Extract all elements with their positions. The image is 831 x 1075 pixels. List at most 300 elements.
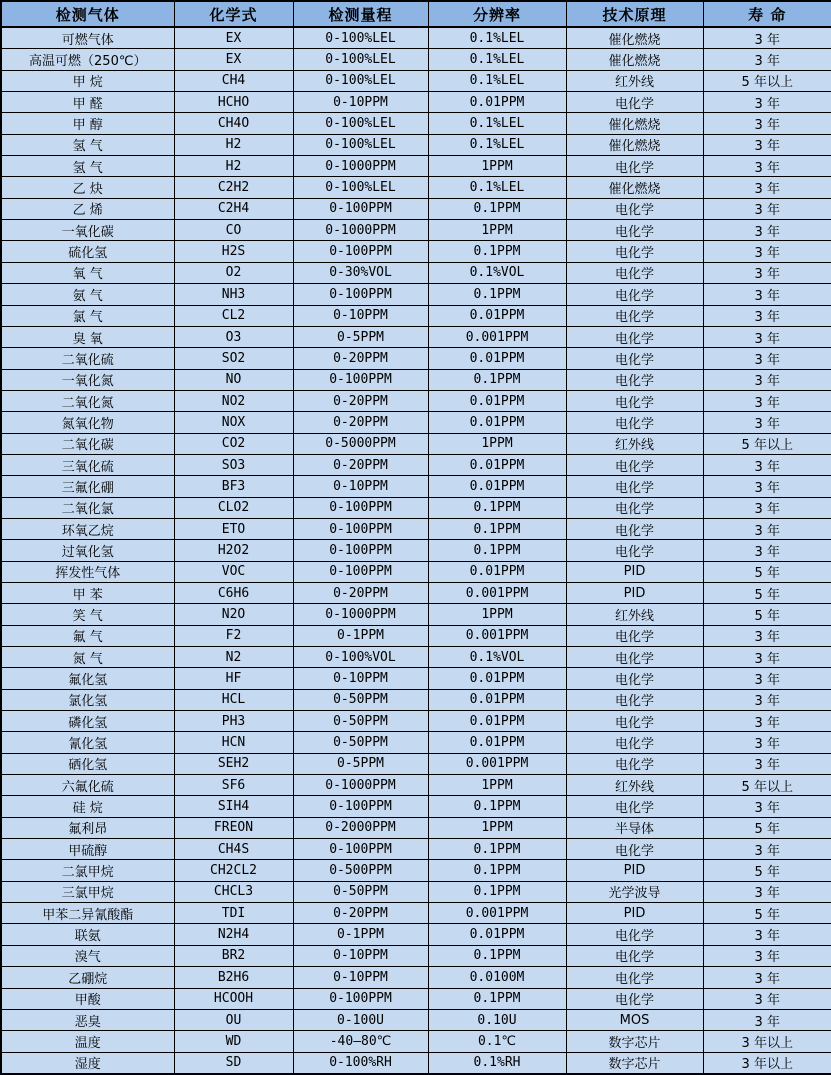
table-cell: 0.1%LEL [428, 49, 566, 70]
table-cell: 3 年 [703, 668, 831, 689]
table-cell: 0-5000PPM [293, 433, 428, 454]
table-row [1, 220, 831, 241]
table-cell: 0.1PPM [428, 988, 566, 1009]
table-cell: 0.01PPM [428, 390, 566, 411]
table-row [1, 839, 831, 860]
table-cell: 乙硼烷 [1, 967, 174, 988]
table-cell: OU [174, 1009, 293, 1030]
table-row [1, 689, 831, 710]
table-row [1, 625, 831, 646]
table-cell: 电化学 [566, 369, 703, 390]
table-row [1, 817, 831, 838]
table-cell: 电化学 [566, 497, 703, 518]
table-cell: 3 年 [703, 369, 831, 390]
table-cell: B2H6 [174, 967, 293, 988]
table-cell: 3 年 [703, 945, 831, 966]
table-cell: ETO [174, 518, 293, 539]
table-cell: 电化学 [566, 796, 703, 817]
table-cell: N2O [174, 604, 293, 625]
table-cell: C6H6 [174, 582, 293, 603]
table-cell: 环氧乙烷 [1, 518, 174, 539]
column-header-4: 技术原理 [566, 1, 703, 27]
table-cell: 0-100PPM [293, 518, 428, 539]
table-cell: H2O2 [174, 540, 293, 561]
table-cell: 半导体 [566, 817, 703, 838]
table-cell: 红外线 [566, 604, 703, 625]
table-cell: 电化学 [566, 967, 703, 988]
table-row [1, 775, 831, 796]
table-cell: PID [566, 582, 703, 603]
table-cell: 氰化氢 [1, 732, 174, 753]
table-cell: 0-10PPM [293, 967, 428, 988]
table-cell: EX [174, 49, 293, 70]
table-cell: 0.1PPM [428, 839, 566, 860]
table-cell: 0.01PPM [428, 92, 566, 113]
table-cell: 0.01PPM [428, 476, 566, 497]
table-cell: 氟 气 [1, 625, 174, 646]
table-cell: HCL [174, 689, 293, 710]
table-row [1, 177, 831, 198]
table-cell: 电化学 [566, 412, 703, 433]
table-cell: 电化学 [566, 198, 703, 219]
column-header-0: 检测气体 [1, 1, 174, 27]
table-cell: 电化学 [566, 668, 703, 689]
table-cell: 5 年 [703, 561, 831, 582]
table-cell: 红外线 [566, 433, 703, 454]
table-cell: 数字芯片 [566, 1031, 703, 1052]
table-cell: 0.1PPM [428, 945, 566, 966]
table-cell: 0-1000PPM [293, 604, 428, 625]
table-cell: 催化燃烧 [566, 27, 703, 49]
table-cell: 3 年 [703, 476, 831, 497]
table-row [1, 348, 831, 369]
table-cell: 0.1%LEL [428, 113, 566, 134]
table-cell: 3 年 [703, 412, 831, 433]
table-cell: PID [566, 860, 703, 881]
table-cell: 3 年 [703, 262, 831, 283]
table-cell: 红外线 [566, 70, 703, 91]
table-cell: 氢 气 [1, 156, 174, 177]
table-cell: 0.01PPM [428, 412, 566, 433]
table-cell: CH4S [174, 839, 293, 860]
table-cell: 3 年 [703, 27, 831, 49]
table-cell: 0-20PPM [293, 454, 428, 475]
table-cell: C2H4 [174, 198, 293, 219]
table-cell: 0.01PPM [428, 668, 566, 689]
table-row [1, 134, 831, 155]
table-cell: HCOOH [174, 988, 293, 1009]
table-cell: BR2 [174, 945, 293, 966]
table-cell: 1PPM [428, 775, 566, 796]
table-cell: 0.1%RH [428, 1052, 566, 1074]
table-cell: 催化燃烧 [566, 177, 703, 198]
table-cell: 1PPM [428, 156, 566, 177]
table-cell: 0-100PPM [293, 369, 428, 390]
table-cell: 二氧化碳 [1, 433, 174, 454]
table-cell: 挥发性气体 [1, 561, 174, 582]
table-cell: 0-1000PPM [293, 220, 428, 241]
table-cell: 0.001PPM [428, 326, 566, 347]
column-header-3: 分辨率 [428, 1, 566, 27]
table-cell: 电化学 [566, 625, 703, 646]
table-cell: SD [174, 1052, 293, 1074]
table-cell: 0.01PPM [428, 732, 566, 753]
table-cell: 一氧化氮 [1, 369, 174, 390]
table-cell: 湿度 [1, 1052, 174, 1074]
table-cell: 5 年 [703, 582, 831, 603]
table-row [1, 753, 831, 774]
table-cell: 0.1PPM [428, 241, 566, 262]
table-row [1, 540, 831, 561]
table-cell: 0.01PPM [428, 561, 566, 582]
table-cell: 0-100%RH [293, 1052, 428, 1074]
table-row [1, 369, 831, 390]
table-cell: PH3 [174, 711, 293, 732]
table-cell: 三氟化硼 [1, 476, 174, 497]
table-cell: CH2CL2 [174, 860, 293, 881]
table-cell: 0.1PPM [428, 198, 566, 219]
table-row [1, 70, 831, 91]
table-cell: 1PPM [428, 604, 566, 625]
table-cell: N2H4 [174, 924, 293, 945]
table-cell: 0-10PPM [293, 476, 428, 497]
table-cell: 3 年 [703, 177, 831, 198]
table-cell: 0-100U [293, 1009, 428, 1030]
table-cell: 0.10U [428, 1009, 566, 1030]
table-cell: 一氧化碳 [1, 220, 174, 241]
table-cell: 0-100PPM [293, 540, 428, 561]
table-cell: CO [174, 220, 293, 241]
table-cell: 氧 气 [1, 262, 174, 283]
table-cell: TDI [174, 903, 293, 924]
table-cell: HCHO [174, 92, 293, 113]
table-cell: 二氧化氮 [1, 390, 174, 411]
table-cell: 0.1PPM [428, 497, 566, 518]
table-cell: 催化燃烧 [566, 49, 703, 70]
table-cell: 0-100PPM [293, 284, 428, 305]
table-cell: 3 年 [703, 390, 831, 411]
table-row [1, 262, 831, 283]
table-cell: 3 年 [703, 241, 831, 262]
table-cell: 甲 苯 [1, 582, 174, 603]
table-cell: H2S [174, 241, 293, 262]
table-cell: 0.0100M [428, 967, 566, 988]
table-cell: 3 年 [703, 49, 831, 70]
table-cell: 光学波导 [566, 881, 703, 902]
table-cell: SO2 [174, 348, 293, 369]
table-cell: 电化学 [566, 924, 703, 945]
table-cell: 0.01PPM [428, 348, 566, 369]
table-cell: SIH4 [174, 796, 293, 817]
table-row [1, 390, 831, 411]
table-row [1, 1031, 831, 1052]
table-cell: 0.01PPM [428, 305, 566, 326]
table-cell: 溴气 [1, 945, 174, 966]
table-cell: 0-100PPM [293, 988, 428, 1009]
table-cell: NO [174, 369, 293, 390]
table-cell: 3 年 [703, 113, 831, 134]
table-cell: 过氧化氢 [1, 540, 174, 561]
table-cell: 电化学 [566, 326, 703, 347]
table-cell: VOC [174, 561, 293, 582]
table-cell: 0-20PPM [293, 582, 428, 603]
table-cell: 0-50PPM [293, 689, 428, 710]
table-cell: 氯 气 [1, 305, 174, 326]
table-cell: 3 年 [703, 134, 831, 155]
table-cell: N2 [174, 647, 293, 668]
table-cell: 联氨 [1, 924, 174, 945]
table-cell: CLO2 [174, 497, 293, 518]
table-cell: 六氟化硫 [1, 775, 174, 796]
table-cell: F2 [174, 625, 293, 646]
table-cell: SF6 [174, 775, 293, 796]
table-cell: 甲酸 [1, 988, 174, 1009]
table-cell: 1PPM [428, 433, 566, 454]
table-row [1, 92, 831, 113]
table-cell: 0.001PPM [428, 625, 566, 646]
table-cell: 0.1PPM [428, 518, 566, 539]
table-cell: 5 年以上 [703, 70, 831, 91]
table-cell: 3 年 [703, 540, 831, 561]
table-cell: 氢 气 [1, 134, 174, 155]
table-cell: 催化燃烧 [566, 113, 703, 134]
table-cell: 氮氧化物 [1, 412, 174, 433]
table-cell: 电化学 [566, 220, 703, 241]
table-cell: 氨 气 [1, 284, 174, 305]
table-cell: 乙 炔 [1, 177, 174, 198]
table-cell: 3 年 [703, 497, 831, 518]
table-row [1, 305, 831, 326]
table-row [1, 924, 831, 945]
table-cell: 0.1PPM [428, 796, 566, 817]
table-cell: 氟利昂 [1, 817, 174, 838]
table-cell: 0-100%LEL [293, 113, 428, 134]
table-cell: 0.1PPM [428, 881, 566, 902]
table-cell: 3 年 [703, 92, 831, 113]
table-cell: 高温可燃（250℃） [1, 49, 174, 70]
table-cell: 3 年 [703, 647, 831, 668]
table-cell: 温度 [1, 1031, 174, 1052]
table-row [1, 326, 831, 347]
table-cell: 0-5PPM [293, 753, 428, 774]
table-cell: 3 年 [703, 732, 831, 753]
table-row [1, 412, 831, 433]
table-cell: 0-100PPM [293, 241, 428, 262]
table-cell: 0.001PPM [428, 582, 566, 603]
table-cell: 0-100PPM [293, 561, 428, 582]
table-cell: 0-100%LEL [293, 27, 428, 49]
table-cell: 0-100PPM [293, 839, 428, 860]
table-cell: 氮 气 [1, 647, 174, 668]
table-cell: 0.001PPM [428, 903, 566, 924]
table-cell: 0-20PPM [293, 903, 428, 924]
table-cell: MOS [566, 1009, 703, 1030]
table-cell: 3 年 [703, 796, 831, 817]
table-cell: PID [566, 903, 703, 924]
table-cell: 电化学 [566, 518, 703, 539]
table-cell: 5 年 [703, 860, 831, 881]
table-cell: 电化学 [566, 305, 703, 326]
table-cell: 3 年 [703, 454, 831, 475]
table-cell: CH4 [174, 70, 293, 91]
table-body [1, 27, 831, 1074]
table-row [1, 903, 831, 924]
table-cell: 3 年 [703, 924, 831, 945]
table-row [1, 988, 831, 1009]
table-cell: 3 年 [703, 1009, 831, 1030]
table-cell: 0-20PPM [293, 348, 428, 369]
table-cell: PID [566, 561, 703, 582]
table-row [1, 1009, 831, 1030]
table-cell: CL2 [174, 305, 293, 326]
table-cell: 0-5PPM [293, 326, 428, 347]
table-cell: H2 [174, 134, 293, 155]
table-cell: 电化学 [566, 945, 703, 966]
table-cell: HF [174, 668, 293, 689]
table-row [1, 668, 831, 689]
table-cell: HCN [174, 732, 293, 753]
table-cell: 三氯甲烷 [1, 881, 174, 902]
table-cell: 氟化氢 [1, 668, 174, 689]
table-row [1, 561, 831, 582]
table-cell: 电化学 [566, 689, 703, 710]
table-cell: 0-100%LEL [293, 177, 428, 198]
table-cell: 二氯甲烷 [1, 860, 174, 881]
table-cell: 电化学 [566, 241, 703, 262]
table-cell: 3 年 [703, 156, 831, 177]
table-cell: NOX [174, 412, 293, 433]
table-cell: 催化燃烧 [566, 134, 703, 155]
table-cell: 0-50PPM [293, 732, 428, 753]
table-cell: 3 年 [703, 284, 831, 305]
table-row [1, 945, 831, 966]
table-cell: 电化学 [566, 262, 703, 283]
table-cell: 甲硫醇 [1, 839, 174, 860]
table-cell: 0-10PPM [293, 668, 428, 689]
table-cell: H2 [174, 156, 293, 177]
table-cell: 0-10PPM [293, 945, 428, 966]
table-row [1, 454, 831, 475]
table-cell: 电化学 [566, 348, 703, 369]
table-row [1, 582, 831, 603]
table-cell: 0.1PPM [428, 860, 566, 881]
table-cell: 二氧化氯 [1, 497, 174, 518]
table-row [1, 27, 831, 49]
table-cell: CH4O [174, 113, 293, 134]
table-cell: BF3 [174, 476, 293, 497]
table-cell: 1PPM [428, 220, 566, 241]
table-cell: EX [174, 27, 293, 49]
table-cell: 0.1PPM [428, 369, 566, 390]
table-cell: O3 [174, 326, 293, 347]
table-cell: 磷化氢 [1, 711, 174, 732]
table-cell: 三氧化硫 [1, 454, 174, 475]
table-cell: 0-100%LEL [293, 49, 428, 70]
table-cell: 0-2000PPM [293, 817, 428, 838]
table-row [1, 860, 831, 881]
table-cell: 恶臭 [1, 1009, 174, 1030]
table-row [1, 732, 831, 753]
table-cell: 硒化氢 [1, 753, 174, 774]
table-cell: 0.1℃ [428, 1031, 566, 1052]
table-cell: 5 年以上 [703, 775, 831, 796]
table-cell: 0.1%LEL [428, 27, 566, 49]
table-cell: 1PPM [428, 817, 566, 838]
table-cell: 电化学 [566, 156, 703, 177]
table-cell: 电化学 [566, 988, 703, 1009]
table-row [1, 198, 831, 219]
table-row [1, 284, 831, 305]
table-cell: 电化学 [566, 711, 703, 732]
table-cell: 5 年 [703, 817, 831, 838]
table-cell: O2 [174, 262, 293, 283]
table-cell: 0-100PPM [293, 796, 428, 817]
table-cell: 0.01PPM [428, 924, 566, 945]
table-cell: 0.1%LEL [428, 134, 566, 155]
table-cell: 0-1000PPM [293, 156, 428, 177]
table-cell: 0.1PPM [428, 540, 566, 561]
table-cell: 0-20PPM [293, 412, 428, 433]
table-cell: 0.1%VOL [428, 647, 566, 668]
table-cell: 0-1PPM [293, 924, 428, 945]
table-cell: FREON [174, 817, 293, 838]
table-row [1, 604, 831, 625]
table-cell: 0.1%VOL [428, 262, 566, 283]
table-cell: 5 年 [703, 903, 831, 924]
table-cell: CO2 [174, 433, 293, 454]
table-cell: 0.1PPM [428, 284, 566, 305]
table-cell: 二氧化硫 [1, 348, 174, 369]
table-cell: 0.1%LEL [428, 70, 566, 91]
table-cell: 笑 气 [1, 604, 174, 625]
table-cell: 0-1PPM [293, 625, 428, 646]
table-cell: 氯化氢 [1, 689, 174, 710]
table-row [1, 49, 831, 70]
table-cell: NO2 [174, 390, 293, 411]
table-cell: 臭 氧 [1, 326, 174, 347]
table-cell: 3 年 [703, 839, 831, 860]
table-cell: WD [174, 1031, 293, 1052]
table-row [1, 711, 831, 732]
table-cell: 3 年 [703, 326, 831, 347]
table-cell: 0.01PPM [428, 689, 566, 710]
table-cell: 0-1000PPM [293, 775, 428, 796]
table-cell: 0.01PPM [428, 711, 566, 732]
table-cell: 0-10PPM [293, 305, 428, 326]
table-cell: 0-50PPM [293, 881, 428, 902]
table-cell: 电化学 [566, 454, 703, 475]
table-row [1, 518, 831, 539]
table-row [1, 796, 831, 817]
table-cell: 硅 烷 [1, 796, 174, 817]
table-cell: 3 年以上 [703, 1052, 831, 1074]
table-row [1, 156, 831, 177]
table-cell: 电化学 [566, 732, 703, 753]
table-cell: 0-10PPM [293, 92, 428, 113]
table-cell: 0-100PPM [293, 497, 428, 518]
table-cell: 0-50PPM [293, 711, 428, 732]
table-cell: 3 年 [703, 198, 831, 219]
table-row [1, 497, 831, 518]
table-cell: 硫化氢 [1, 241, 174, 262]
table-cell: SO3 [174, 454, 293, 475]
table-cell: 数字芯片 [566, 1052, 703, 1074]
table-cell: 电化学 [566, 92, 703, 113]
table-cell: 3 年 [703, 881, 831, 902]
table-cell: 甲 醇 [1, 113, 174, 134]
table-cell: 3 年 [703, 220, 831, 241]
table-cell: 0.001PPM [428, 753, 566, 774]
